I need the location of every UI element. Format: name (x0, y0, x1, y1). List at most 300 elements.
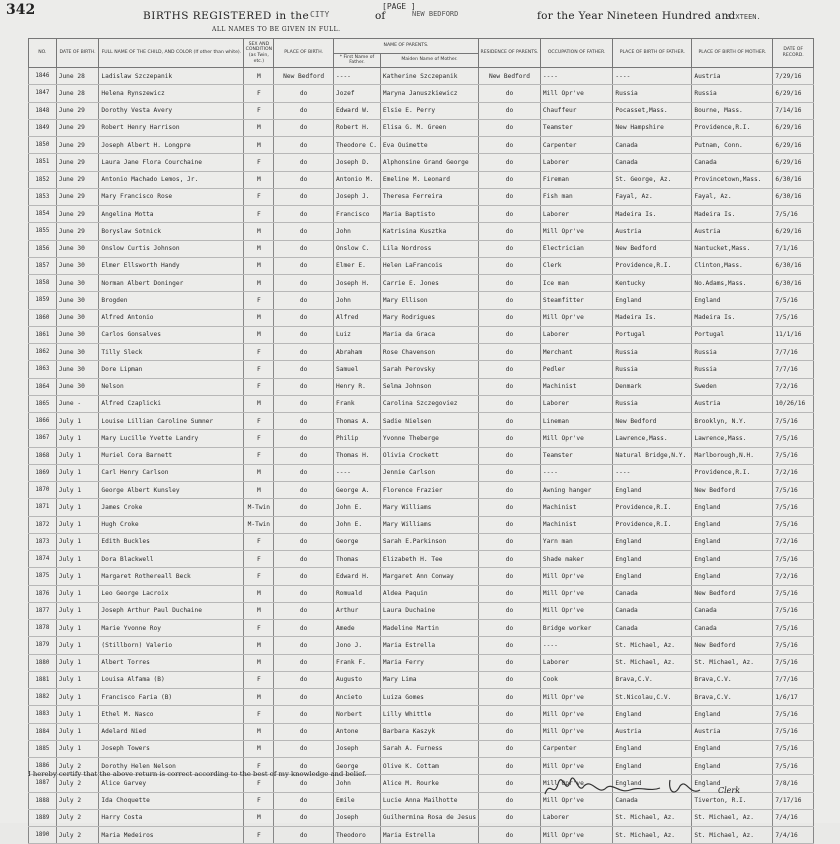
date-of-record: 7/5/16 (773, 292, 814, 309)
mother-birthplace: England (692, 292, 773, 309)
date-of-record: 6/30/16 (773, 257, 814, 274)
sex: M (244, 740, 274, 757)
table-row (29, 464, 814, 481)
father-first-name: George (334, 533, 381, 550)
sex: F (244, 154, 274, 171)
sex: M (244, 395, 274, 412)
sex: M (244, 637, 274, 654)
header-occupation: OCCUPATION OF FATHER. (540, 39, 613, 68)
mother-maiden-name: Olive K. Cottam (380, 758, 478, 775)
father-birthplace: ---- (613, 464, 692, 481)
date-of-birth: June 29 (56, 102, 99, 119)
child-name: Norman Albert Doninger (99, 275, 244, 292)
mother-birthplace: Providence,R.I. (692, 119, 773, 136)
sex: F (244, 568, 274, 585)
sex: F (244, 447, 274, 464)
father-birthplace: England (613, 775, 692, 792)
father-birthplace: Russia (613, 344, 692, 361)
mother-maiden-name: Yvonne Theberge (380, 430, 478, 447)
date-of-record: 6/29/16 (773, 137, 814, 154)
date-of-birth: July 1 (56, 464, 99, 481)
place-of-birth: do (274, 292, 334, 309)
mother-birthplace: Canada (692, 154, 773, 171)
father-occupation: Merchant (540, 344, 613, 361)
mother-birthplace: New Bedford (692, 637, 773, 654)
mother-birthplace: England (692, 568, 773, 585)
residence: do (479, 223, 541, 240)
residence: do (479, 275, 541, 292)
child-name: Alfred Antonio (99, 309, 244, 326)
father-birthplace: Denmark (613, 378, 692, 395)
mother-maiden-name: Jennie Carlson (380, 464, 478, 481)
sex: F (244, 292, 274, 309)
mother-birthplace: Nantucket,Mass. (692, 240, 773, 257)
residence: do (479, 257, 541, 274)
place-of-birth: do (274, 206, 334, 223)
father-birthplace: Canada (613, 154, 692, 171)
row-number: 1876 (29, 585, 57, 602)
place-of-birth: do (274, 671, 334, 688)
header-name: FULL NAME OF THE CHILD, AND COLOR (If other than white). (99, 39, 244, 68)
table-row (29, 706, 814, 723)
date-of-record: 7/5/16 (773, 516, 814, 533)
table-row (29, 413, 814, 430)
child-name: Antonio Machado Lemos, Jr. (99, 171, 244, 188)
date-of-record: 6/29/16 (773, 223, 814, 240)
father-birthplace: Canada (613, 585, 692, 602)
row-number: 1878 (29, 620, 57, 637)
father-first-name: George (334, 758, 381, 775)
mother-maiden-name: Alphonsine Grand George (380, 154, 478, 171)
father-first-name: Augusto (334, 671, 381, 688)
father-birthplace: Russia (613, 361, 692, 378)
child-name: Dore Lipman (99, 361, 244, 378)
mother-maiden-name: Sarah Perovsky (380, 361, 478, 378)
place-of-birth: do (274, 137, 334, 154)
title-place-type: CITY (310, 10, 330, 19)
header-residence: RESIDENCE OF PARENTS. (479, 39, 541, 68)
father-occupation: Fireman (540, 171, 613, 188)
mother-birthplace: England (692, 533, 773, 550)
date-of-birth: June 29 (56, 171, 99, 188)
date-of-record: 7/5/16 (773, 706, 814, 723)
row-number: 1858 (29, 275, 57, 292)
row-number: 1848 (29, 102, 57, 119)
date-of-birth: July 1 (56, 671, 99, 688)
date-of-record: 7/14/16 (773, 102, 814, 119)
place-of-birth: do (274, 568, 334, 585)
table-row (29, 309, 814, 326)
residence: do (479, 344, 541, 361)
table-row (29, 137, 814, 154)
child-name: Ladislaw Szczepanik (99, 68, 244, 85)
residence: do (479, 378, 541, 395)
place-of-birth: do (274, 551, 334, 568)
mother-maiden-name: Maryna Januszkiewicz (380, 85, 478, 102)
row-number: 1883 (29, 706, 57, 723)
mother-maiden-name: Elizabeth H. Tee (380, 551, 478, 568)
place-of-birth: do (274, 154, 334, 171)
row-number: 1871 (29, 499, 57, 516)
child-name: Brogden (99, 292, 244, 309)
child-name: Helena Rynszewicz (99, 85, 244, 102)
father-birthplace: New Bedford (613, 413, 692, 430)
father-occupation: Mill Opr've (540, 775, 613, 792)
father-occupation: Mill Opr've (540, 430, 613, 447)
father-first-name: Onslow C. (334, 240, 381, 257)
mother-birthplace: New Bedford (692, 482, 773, 499)
title-year: SIXTEEN. (727, 13, 761, 21)
residence: do (479, 413, 541, 430)
sex: M (244, 240, 274, 257)
date-of-record: 7/5/16 (773, 602, 814, 619)
date-of-birth: July 2 (56, 809, 99, 826)
date-of-birth: June 30 (56, 257, 99, 274)
father-first-name: Jozef (334, 85, 381, 102)
father-first-name: Joseph D. (334, 154, 381, 171)
father-occupation: Mill Opr've (540, 792, 613, 809)
row-number: 1879 (29, 637, 57, 654)
sex: M (244, 171, 274, 188)
place-of-birth: do (274, 464, 334, 481)
sex: F (244, 378, 274, 395)
mother-maiden-name: Barbara Kaszyk (380, 723, 478, 740)
header-place: PLACE OF BIRTH. (274, 39, 334, 68)
residence: do (479, 292, 541, 309)
father-first-name: Frank F. (334, 654, 381, 671)
date-of-birth: June - (56, 395, 99, 412)
mother-birthplace: St. Michael, Az. (692, 827, 773, 844)
place-of-birth: do (274, 620, 334, 637)
sex: M (244, 482, 274, 499)
sex: F (244, 188, 274, 205)
father-birthplace: Madeira Is. (613, 309, 692, 326)
place-of-birth: do (274, 275, 334, 292)
mother-birthplace: England (692, 499, 773, 516)
mother-birthplace: Russia (692, 85, 773, 102)
table-row (29, 378, 814, 395)
residence: do (479, 637, 541, 654)
father-first-name: John E. (334, 516, 381, 533)
father-first-name: Frank (334, 395, 381, 412)
father-occupation: Pedler (540, 361, 613, 378)
father-first-name: Henry R. (334, 378, 381, 395)
table-row (29, 689, 814, 706)
mother-birthplace: Russia (692, 361, 773, 378)
child-name: Muriel Cora Barnett (99, 447, 244, 464)
child-name: Edith Buckles (99, 533, 244, 550)
child-name: Carlos Gonsalves (99, 326, 244, 343)
place-of-birth: do (274, 223, 334, 240)
row-number: 1888 (29, 792, 57, 809)
mother-birthplace: Tiverton, R.I. (692, 792, 773, 809)
father-occupation: Bridge worker (540, 620, 613, 637)
father-first-name: Joseph J. (334, 188, 381, 205)
births-table (28, 38, 814, 844)
title-left: BIRTHS REGISTERED in the (143, 10, 310, 22)
date-of-record: 7/5/16 (773, 482, 814, 499)
mother-maiden-name: Mary Williams (380, 516, 478, 533)
table-row (29, 516, 814, 533)
father-first-name: Joseph (334, 809, 381, 826)
father-occupation: Laborer (540, 395, 613, 412)
row-number: 1866 (29, 413, 57, 430)
child-name: Joseph Arthur Paul Duchaine (99, 602, 244, 619)
mother-birthplace: Fayal, Az. (692, 188, 773, 205)
residence: do (479, 188, 541, 205)
mother-maiden-name: Lucie Anna Mailhotte (380, 792, 478, 809)
father-first-name: Edward H. (334, 568, 381, 585)
mother-maiden-name: Olivia Crockett (380, 447, 478, 464)
header-mother-maiden: Maiden Name of Mother. (380, 53, 478, 68)
mother-maiden-name: Lilly Whittle (380, 706, 478, 723)
row-number: 1875 (29, 568, 57, 585)
child-name: Louisa Alfama (B) (99, 671, 244, 688)
date-of-birth: July 1 (56, 654, 99, 671)
place-of-birth: do (274, 240, 334, 257)
date-of-record: 7/2/16 (773, 568, 814, 585)
mother-birthplace: Canada (692, 602, 773, 619)
mother-maiden-name: Mary Lima (380, 671, 478, 688)
father-occupation: Laborer (540, 154, 613, 171)
mother-birthplace: Providence,R.I. (692, 464, 773, 481)
father-first-name: Robert H. (334, 119, 381, 136)
father-first-name: Jono J. (334, 637, 381, 654)
father-occupation: Mill Opr've (540, 223, 613, 240)
place-of-birth: do (274, 516, 334, 533)
place-of-birth: do (274, 102, 334, 119)
place-of-birth: do (274, 378, 334, 395)
father-first-name: Arthur (334, 602, 381, 619)
mother-maiden-name: Madeline Martin (380, 620, 478, 637)
table-row (29, 723, 814, 740)
child-name: Dora Blackwell (99, 551, 244, 568)
residence: do (479, 516, 541, 533)
father-occupation: Laborer (540, 654, 613, 671)
father-birthplace: Brava,C.V. (613, 671, 692, 688)
row-number: 1864 (29, 378, 57, 395)
father-first-name: Joseph (334, 740, 381, 757)
header-father-first: * First Name of Father. (334, 53, 381, 68)
table-row (29, 223, 814, 240)
header-mother-birth: PLACE OF BIRTH OF MOTHER. (692, 39, 773, 68)
mother-birthplace: No.Adams,Mass. (692, 275, 773, 292)
residence: do (479, 240, 541, 257)
child-name: Harry Costa (99, 809, 244, 826)
date-of-record: 7/5/16 (773, 430, 814, 447)
residence: do (479, 464, 541, 481)
place-of-birth: do (274, 827, 334, 844)
father-occupation: Mill Opr've (540, 827, 613, 844)
father-birthplace: St. Michael, Az. (613, 637, 692, 654)
mother-maiden-name: Mary Ellison (380, 292, 478, 309)
sex: F (244, 671, 274, 688)
mother-maiden-name: Helen LaFrancois (380, 257, 478, 274)
date-of-birth: June 30 (56, 326, 99, 343)
father-occupation: Machinist (540, 516, 613, 533)
mother-birthplace: Lawrence,Mass. (692, 430, 773, 447)
residence: do (479, 533, 541, 550)
row-number: 1870 (29, 482, 57, 499)
table-row (29, 171, 814, 188)
mother-birthplace: Brava,C.V. (692, 671, 773, 688)
child-name: Alice Garvey (99, 775, 244, 792)
residence: do (479, 568, 541, 585)
father-birthplace: Canada (613, 620, 692, 637)
father-birthplace: Canada (613, 137, 692, 154)
father-first-name: Romuald (334, 585, 381, 602)
date-of-record: 7/4/16 (773, 809, 814, 826)
table-row (29, 188, 814, 205)
father-occupation: Machinist (540, 378, 613, 395)
residence: do (479, 792, 541, 809)
father-birthplace: Providence,R.I. (613, 257, 692, 274)
date-of-record: 6/29/16 (773, 154, 814, 171)
place-of-birth: do (274, 361, 334, 378)
mother-maiden-name: Maria da Graca (380, 326, 478, 343)
mother-birthplace: St. Michael, Az. (692, 654, 773, 671)
date-of-record: 7/4/16 (773, 827, 814, 844)
table-row (29, 740, 814, 757)
sex: M (244, 723, 274, 740)
certification-text: I hereby certify that the above return is correct according to the best of my knowledge and belief. (28, 770, 367, 778)
place-of-birth: do (274, 809, 334, 826)
sex: M-Twin (244, 499, 274, 516)
residence: do (479, 326, 541, 343)
title-of: of (375, 10, 386, 22)
date-of-birth: July 2 (56, 827, 99, 844)
place-of-birth: do (274, 585, 334, 602)
place-of-birth: do (274, 689, 334, 706)
child-name: Mary Francisco Rose (99, 188, 244, 205)
mother-maiden-name: Eva Ouimette (380, 137, 478, 154)
mother-maiden-name: Katherine Szczepanik (380, 68, 478, 85)
child-name: Adelard Nied (99, 723, 244, 740)
table-row (29, 119, 814, 136)
row-number: 1850 (29, 137, 57, 154)
father-birthplace: Russia (613, 85, 692, 102)
date-of-birth: June 29 (56, 137, 99, 154)
table-row (29, 292, 814, 309)
residence: do (479, 689, 541, 706)
place-of-birth: do (274, 602, 334, 619)
mother-maiden-name: Maria Ferry (380, 654, 478, 671)
date-of-birth: July 1 (56, 447, 99, 464)
header-no: NO. (29, 39, 57, 68)
date-of-record: 11/1/16 (773, 326, 814, 343)
residence: do (479, 758, 541, 775)
page-number: 342 (6, 2, 36, 18)
table-row (29, 809, 814, 826)
row-number: 1856 (29, 240, 57, 257)
row-number: 1847 (29, 85, 57, 102)
row-number: 1867 (29, 430, 57, 447)
mother-maiden-name: Katrisina Kusztka (380, 223, 478, 240)
child-name: Mary Lucille Yvette Landry (99, 430, 244, 447)
father-birthplace: St.Nicolau,C.V. (613, 689, 692, 706)
father-first-name: ---- (334, 464, 381, 481)
date-of-birth: July 1 (56, 482, 99, 499)
date-of-record: 7/5/16 (773, 447, 814, 464)
mother-birthplace: England (692, 706, 773, 723)
mother-maiden-name: Sarah A. Furness (380, 740, 478, 757)
father-occupation: Mill Opr've (540, 689, 613, 706)
place-of-birth: do (274, 706, 334, 723)
father-birthplace: St. Michael, Az. (613, 827, 692, 844)
table-row (29, 568, 814, 585)
place-of-birth: do (274, 257, 334, 274)
father-occupation: Machinist (540, 499, 613, 516)
date-of-record: 7/7/16 (773, 671, 814, 688)
date-of-record: 6/30/16 (773, 188, 814, 205)
date-of-birth: June 30 (56, 378, 99, 395)
place-of-birth: do (274, 447, 334, 464)
date-of-record: 7/5/16 (773, 637, 814, 654)
mother-birthplace: England (692, 740, 773, 757)
child-name: Tilly Sleck (99, 344, 244, 361)
row-number: 1854 (29, 206, 57, 223)
date-of-birth: July 1 (56, 499, 99, 516)
sex: M-Twin (244, 516, 274, 533)
sex: F (244, 85, 274, 102)
sex: M (244, 602, 274, 619)
sex: M (244, 275, 274, 292)
row-number: 1877 (29, 602, 57, 619)
date-of-birth: July 1 (56, 430, 99, 447)
mother-maiden-name: Mary Rodrigues (380, 309, 478, 326)
mother-birthplace: Sweden (692, 378, 773, 395)
date-of-birth: July 1 (56, 551, 99, 568)
mother-birthplace: England (692, 758, 773, 775)
date-of-birth: July 2 (56, 775, 99, 792)
mother-birthplace: Clinton,Mass. (692, 257, 773, 274)
date-of-birth: June 30 (56, 344, 99, 361)
child-name: Margaret Rothereall Beck (99, 568, 244, 585)
sex: M (244, 309, 274, 326)
father-birthplace: Madeira Is. (613, 206, 692, 223)
residence: do (479, 309, 541, 326)
row-number: 1852 (29, 171, 57, 188)
father-birthplace: England (613, 568, 692, 585)
date-of-birth: July 1 (56, 413, 99, 430)
father-first-name: Theodoro (334, 827, 381, 844)
father-birthplace: Portugal (613, 326, 692, 343)
father-occupation: Laborer (540, 326, 613, 343)
child-name: Joseph Towers (99, 740, 244, 757)
mother-birthplace: Canada (692, 620, 773, 637)
date-of-birth: July 2 (56, 792, 99, 809)
date-of-record: 7/29/16 (773, 68, 814, 85)
title-place-name: NEW BEDFORD (412, 10, 459, 18)
date-of-birth: June 29 (56, 188, 99, 205)
table-row (29, 326, 814, 343)
residence: do (479, 499, 541, 516)
child-name: Dorothy Helen Nelson (99, 758, 244, 775)
date-of-birth: July 1 (56, 585, 99, 602)
sex: M (244, 464, 274, 481)
child-name: (Stillborn) Valerio (99, 637, 244, 654)
father-first-name: Luiz (334, 326, 381, 343)
father-birthplace: St. Michael, Az. (613, 809, 692, 826)
row-number: 1857 (29, 257, 57, 274)
place-of-birth: do (274, 413, 334, 430)
sex: F (244, 344, 274, 361)
row-number: 1886 (29, 758, 57, 775)
father-occupation: Mill Opr've (540, 85, 613, 102)
father-birthplace: England (613, 551, 692, 568)
residence: do (479, 85, 541, 102)
mother-birthplace: Austria (692, 395, 773, 412)
